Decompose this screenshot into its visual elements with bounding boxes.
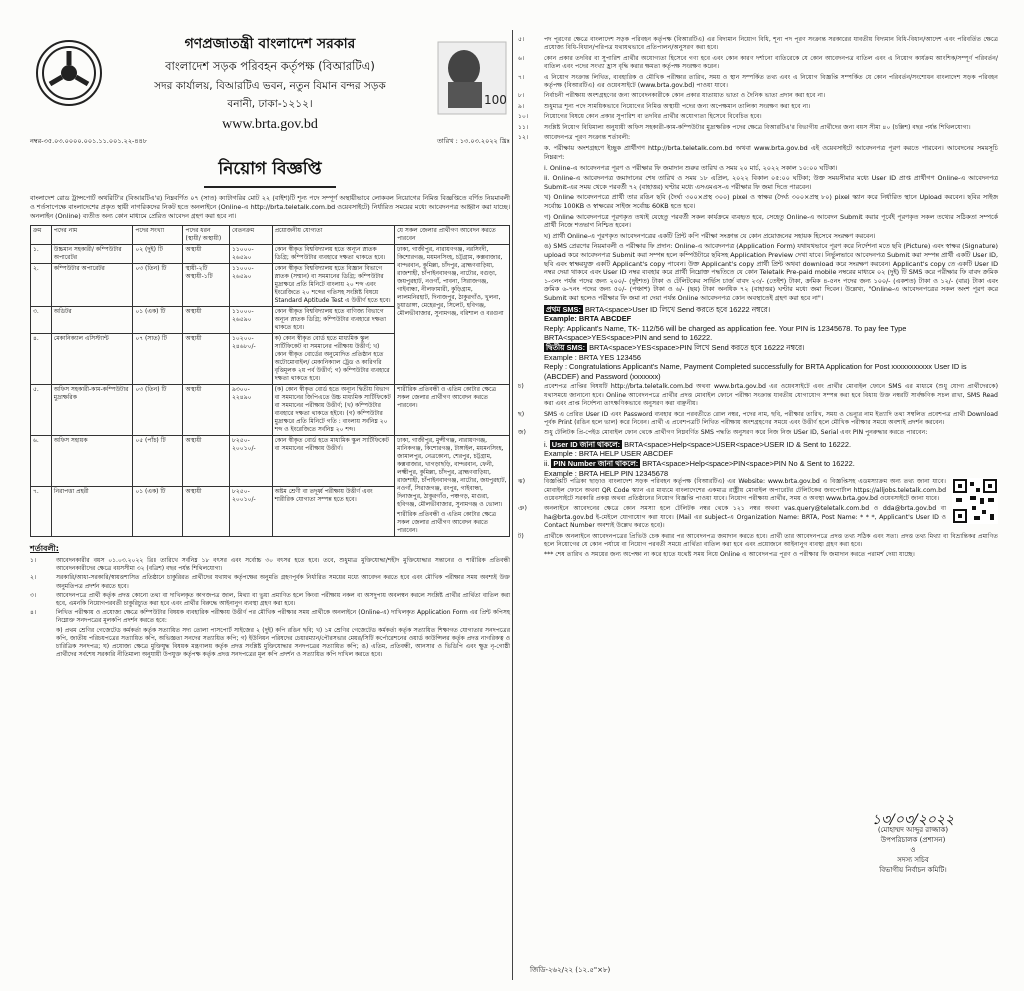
- condition-number: [30, 627, 56, 660]
- cell-type: অস্থায়ী: [183, 307, 230, 334]
- cell-scale: ১০২০০- ২৪৬৮০/-: [230, 334, 273, 385]
- recover-userid: i. User ID জানা থাকলে: BRTA<space>Help<space>USER<space>USER ID & Sent to 16222.: [544, 439, 852, 449]
- cell-post: অফিস সহকারী-কাম-কম্পিউটার মুদ্রাক্ষরিক: [51, 385, 133, 436]
- col-header: পদের নাম: [51, 226, 133, 245]
- condition-text: লিখিত পরীক্ষায় ও প্রযোজ্য ক্ষেত্রে কম্পিউটার বিষয়ক ব্যবহারিক পরীক্ষায় উত্তীর্ণ পর মৌখিক পরীক্ষার সময় প্রার্থীকে অনলাইনে (Online-এ) দাখিলকৃত Application Form এর প্রিন্ট কপিসহ নিম্নোক্ত সনদপত্রের মূলকপি প্রদর্শন করতে হবে:: [56, 609, 510, 625]
- cell-count: ০১ (এক) টি: [133, 486, 183, 537]
- condition-item: [30, 557, 510, 573]
- cell-scale: ১১০০০- ২৬৫৯০: [230, 245, 273, 264]
- government-name: গণপ্রজাতন্ত্রী বাংলাদেশ সরকার: [184, 36, 356, 52]
- mujib-100-logo-icon: [434, 38, 510, 118]
- online-photo-rule: খ) Online আবেদনপত্রে প্রার্থী তার রঙিন ছবি (দৈর্ঘ্য ৩০০×প্রস্থ ৩০০) pixel ও স্বাক্ষর (দৈর্ঘ্য ৩০০×প্রস্থ ৮০) pixel স্ক্যান করে নির্ধারিত স্থানে Upload করবেন। ছবির সাইজ সর্বোচ্চ 100KB ও স্বাক্ষরের সাইজ সর্বোচ্চ 60KB হতে হবে।: [544, 193, 998, 211]
- online-apply-a: ক. পরীক্ষায় অংশগ্রহণে ইচ্ছুক প্রার্থীগণ http://brta.teletalk.com.bd অথবা www.brta.gov.bd এই ওয়েবসাইটে আবেদনপত্র পূরণ করতে পারবেন। আবেদনের সময়সূচি নিম্নরূপ:: [544, 144, 998, 162]
- signatory-name: (মোহাম্মদ আব্দুর রাজ্জাক): [877, 826, 949, 834]
- qr-code-icon[interactable]: [952, 478, 998, 524]
- rule-text: শুধু টেলিটক প্রি-পেইড মোবাইল ফোন থেকে প্রার্থীগণ নিম্নবর্ণিত SMS পদ্ধতি অনুসরণ করে নিজ নিজ USer ID, Serial এবং PIN পুনরুদ্ধার করতে পারবেন:: [544, 429, 928, 437]
- col-header: ক্রম: [31, 226, 52, 245]
- sms-first-text: BRTA<space>User ID লিখে Send করতে হবে 16222 নম্বরে।: [585, 304, 771, 314]
- header: [30, 30, 510, 150]
- signatory-role: সদস্য সচিব: [897, 856, 929, 864]
- rule-item: [518, 478, 946, 503]
- cell-count: ০৫ (পাঁচ) টি: [133, 436, 183, 487]
- rule-text: প্রবেশপত্র প্রাপ্তির বিষয়টি http://brta.teletalk.com.bd অথবা www.brta.gov.bd এর ওয়েবসাইটে এবং প্রার্থীর মোবাইল ফোনে SMS এর মাধ্যমে (শুধু যোগ্য প্রার্থীদেরকে) যথাসময়ে জানানো হবে। Online আবেদনপত্রে প্রার্থীর প্রদত্ত মোবাইল ফোনে পরীক্ষা সংক্রান্ত যাবতীয় যোগাযোগ সম্পন্ন করা হবে বিধায় উক্ত নম্বরটি সার্বক্ষণিক সচল রাখা, SMS Read করা এবং প্রাপ্ত নির্দেশনা তাৎক্ষণিকভাবে অনুসরণ করা বাঞ্ছনীয়।: [544, 383, 998, 408]
- rule-number: ৮।: [518, 92, 525, 100]
- cell-qualification: (ক) কোন স্বীকৃত বোর্ড হতে অন্যূন দ্বিতীয় বিভাগ বা সমমানের জিপিএতে উচ্চ মাধ্যমিক সার্টিফিকেট বা সমমানের পরীক্ষায় উত্তীর্ণ; (খ) কম্পিউটার ব্যবহারে দক্ষতা থাকতে হইবে। (গ) কম্পিউটার মুদ্রাক্ষরে প্রতি মিনিটে গতি : বাংলায় সর্বনিম্ন ২০ শব্দ ও ইংরেজিতে সর্বনিম্ন ২০ শব্দ।: [272, 385, 395, 436]
- table-row: [31, 385, 510, 436]
- condition-text: সরকারি/আধা-সরকারি/স্বায়ত্তশাসিত প্রতিষ্ঠানে চাকুরিরত প্রার্থীদের যথাযথ কর্তৃপক্ষের অনুমতি গ্রহণপূর্বক নির্ধারিত সময়ের মধ্যে আবেদন করতে হবে এবং মৌখিক পরীক্ষার সময় অবশ্যই উক্ত অনুমতিপত্র প্রদর্শন করতে হবে।: [56, 574, 510, 590]
- condition-item: [30, 592, 510, 608]
- rule-text: শুধুমাত্র শূন্য পদে সাময়িকভাবে নিয়োগের নিমিত্ত অস্থায়ী পদের জন্য অপেক্ষমান তালিকা সংরক্ষণ করা হবে না।: [544, 102, 811, 110]
- cell-post: অডিটর: [51, 307, 133, 334]
- rule-text: পদ পূরণের ক্ষেত্রে বাংলাদেশ সড়ক পরিবহন কর্তৃপক্ষ (বিআরটিএ) এর বিদ্যমান নিয়োগ বিধি, শূন্য পদ পূরণ সংক্রান্ত সরকারের যাবতীয় বিদ্যমান বিধি-বিধান/আদেশ এবং পরিবর্তিত ক্ষেত্রে প্রযোজ্য বিধি-বিধান/পরিপত্র যথাযথভাবে প্রতিপালন/অনুসরণ করা হবে।: [544, 36, 998, 52]
- rule-text: এ নিয়োগ সংক্রান্ত লিখিত, ব্যবহারিক ও মৌখিক পরীক্ষার তারিখ, সময় ও স্থান সম্পর্কিত তথ্য এবং এ নিয়োগ বিজ্ঞপ্তি সম্পর্কিত যে কোন পরিবর্তন/সংশোধন বাংলাদেশ সড়ক পরিবহন কর্তৃপক্ষ (বিআরটিএ) এর ওয়েবসাইটে (www.brta.gov.bd) পাওয়া যাবে।: [544, 73, 998, 90]
- rule-item: [518, 134, 998, 142]
- online-accuracy-rule: গ) Online আবেদনপত্রে পূরণকৃত তথ্যই যেহেতু পরবর্তী সকল কার্যক্রমে ব্যবহৃত হবে, সেহেতু Online-এ আবেদন Submit করার পূর্বেই পূরণকৃত সকল তথ্যের সঠিকতা সম্পর্কে প্রার্থী নিজে শতভাগ নিশ্চিত হবেন।: [544, 212, 998, 230]
- col-header: প্রয়োজনীয় যোগ্যতা: [272, 226, 395, 245]
- recover-pin-example: Example : BRTA HELP PIN 12345678: [544, 468, 669, 478]
- rule-number: ৫।: [518, 36, 525, 43]
- cell-qualification: অষ্টম শ্রেণী বা তদূর্ধ্ব পরীক্ষায় উত্তীর্ণ এবং শারীরিক যোগ্যতা সম্পন্ন হতে হবে।: [272, 486, 395, 537]
- cell-post: নিরাপত্তা প্রহরী: [51, 486, 133, 537]
- sms-first: [544, 305, 998, 315]
- userid-text: BRTA<space>Help<space>USER<space>USER ID & Sent to 16222.: [624, 439, 852, 449]
- rule-text: অনলাইনে আবেদনের ক্ষেত্রে কোন সমস্যা হলে টেলিটক নম্বর থেকে ১২১ নম্বর অথবা vas.query@teletalk.com.bd ও dda@brta.gov.bd বা ha@brta.gov.bd ই-মেইলে যোগাযোগ করা যাবে। (Mail এর subject-এ Organization Name: BRTA, Post Name: * * *, Applicant's User ID ও Contact Number অবশ্যই উল্লেখ করতে হবে)।: [544, 505, 946, 530]
- sms-second-tag: দ্বিতীয় SMS:: [546, 342, 586, 352]
- rule-text: কোন প্রকার তদবির বা সুপারিশ প্রার্থীর অযোগ্যতা হিসেবে গণ্য হবে এবং কোন কারণ দর্শানো ব্যতিরেকে যে কোন আবেদনপত্র বাতিল এবং এ নিয়োগ কার্যক্রম আংশিক/সম্পূর্ণ পরিবর্তন/বাতিল এবং পদের সংখ্যা হ্রাস বৃদ্ধি করার ক্ষমতা কর্তৃপক্ষ সংরক্ষণ করেন।: [544, 54, 998, 71]
- recover-pin: ii. PIN Number জানা থাকলে: BRTA<space>Help<space>PIN<space>PIN No & Sent to 16222.: [544, 458, 855, 468]
- condition-number: ৪।: [30, 609, 37, 617]
- rule-number: ১১।: [518, 123, 529, 131]
- rule-number: ৯।: [518, 102, 525, 110]
- online-schedule-ii: ii. Online-এ আবেদনপত্র জমাদানের শেষ তারিখ ও সময় ১৮ এপ্রিল, ২০২২ বিকাল ০৫:০০ ঘটিকা; উক্ত সময়সীমার মধ্যে User ID প্রাপ্ত প্রার্থীগণ Online-এ আবেদনপত্র Submit-এর সময় থেকে পরবর্তী ৭২ (বাহাত্তর) ঘণ্টার মধ্যে এসএমএস-এ পরীক্ষার ফি জমা দিতে পারবেন।: [544, 174, 998, 191]
- rule-item: [518, 411, 998, 428]
- conditions-title: শর্তাবলী:: [30, 544, 59, 553]
- cell-type: অস্থায়ী: [183, 245, 230, 264]
- right-column: [518, 36, 998, 562]
- signature-mark: ১৩/০৩/২০২২: [871, 812, 955, 828]
- cell-post: উচ্চমান সহকারী/ কম্পিউটার অপারেটর: [51, 245, 133, 264]
- condition-number: ২।: [30, 574, 37, 582]
- cell-scale: ৮২৫০- ২০০১০/-: [230, 436, 273, 487]
- cell-type: অস্থায়ী: [183, 385, 230, 436]
- rule-text: SMS এ প্রেরিত User ID এবং Password ব্যবহার করে পরবর্তীতে রোল নম্বর, পদের নাম, ছবি, পরীক্ষার তারিখ, সময় ও ভেন্যুর নাম ইত্যাদি তথ্য সম্বলিত প্রবেশপত্র প্রার্থী Download পূর্বক Print (রঙিন হলে ভাল) করে নিবেন। প্রার্থী এ প্রবেশপত্রটি লিখিত পরীক্ষায় অংশগ্রহণের সময়ে এবং উত্তীর্ণ হলে মৌখিক পরীক্ষার সময়ে অবশ্যই প্রদর্শন করবেন।: [544, 410, 998, 426]
- cell-post: কম্পিউটার অপারেটর: [51, 264, 133, 307]
- condition-number: ৩।: [30, 591, 37, 599]
- column-divider: [512, 30, 513, 980]
- footer-code: জিডি-২৬২/২২ (১২.৫"×৮): [530, 966, 611, 974]
- cell-sl: ১.: [31, 245, 52, 264]
- office-address: সদর কার্যালয়, বিআরটিএ ভবন, নতুন বিমান বন্দর সড়ক: [154, 80, 386, 92]
- cell-scale: ১১০০০- ২৬৫৯০: [230, 307, 273, 334]
- cell-type: অস্থায়ী: [183, 486, 230, 537]
- intro-paragraph: বাংলাদেশ রোড ট্রান্সপোর্ট অথরিটি'র (বিআরটিএ'র) নিম্নবর্ণিত ০৭ (সাত) ক্যাটাগরির মোট ২২ (বাইশ)টি শূন্য পদে সম্পূর্ণ অস্থায়ীভাবে লোকবল নিয়োগের নিমিত্ত বিজ্ঞপ্তিতে বর্ণিত নিয়মাবলী ও শর্তসাপেক্ষে বাংলাদেশের প্রকৃত স্থায়ী নাগরিকদের নিকট হতে অনলাইনে (Online-এ http://brta.teletalk.com.bd ওয়েবসাইটে) নির্ধারিত সময়ের মধ্যে আবেদনপত্র আহ্বান করা যাচ্ছে। অনলাইন (Online) ব্যতীত অন্য কোন মাধ্যমে প্রেরিত আবেদন গ্রহণ করা হবে না।: [30, 194, 510, 220]
- rule-text: আবেদনপত্র পূরণ সংক্রান্ত শর্তাবলী:: [544, 134, 631, 142]
- rule-number: [518, 551, 544, 559]
- sms-second-reply: Reply : Congratulations Applicant's Name, Payment Completed successfully for BRTA Application for Post xxxxxxxxxxx User ID is (ABCDEF) and Password (xxxxxxx): [544, 362, 967, 381]
- rule-number: জ): [518, 429, 526, 437]
- authority-name: বাংলাদেশ সড়ক পরিবহন কর্তৃপক্ষ (বিআরটিএ): [165, 59, 375, 73]
- cell-scale: ৯৩০০- ২২৪৯০: [230, 385, 273, 436]
- condition-text: ক) প্রথম শ্রেণির গেজেটেড কর্মকর্তা কর্তৃক সত্যায়িত সদ্য তোলা পাসপোর্ট সাইজের ২ (দুই) কপি রঙিন ছবি; খ) ১ম শ্রেণির গেজেটেড কর্মকর্তা কর্তৃক সত্যায়িত শিক্ষাগত যোগ্যতার সনদপত্রের কপি, জাতীয় পরিচয়পত্রের সত্যায়িত কপি, অভিজ্ঞতা সনদের সত্যায়িত কপি; গ) ইউনিয়ন পরিষদের চেয়ারম্যান/পৌরসভার মেয়র/সিটি কর্পোরেশনের ওয়ার্ড কাউন্সিলর কর্তৃক প্রদত্ত নাগরিকত্ব ও চারিত্রিক সনদপত্র; ঘ) প্রযোজ্য ক্ষেত্রে মুক্তিযুদ্ধ বিষয়ক মন্ত্রণালয় কর্তৃক প্রদত্ত সংশ্লিষ্ট মুক্তিযোদ্ধার সনদপত্রের সত্যায়িত কপি; ঙ) এতিম, প্রতিবন্ধী, আনসার ও ভিডিপি এবং ক্ষুদ্র নৃ-গোষ্ঠী প্রার্থীদের সর্বশেষ সরকারি নীতিমালা অনুযায়ী উপযুক্ত কর্তৃপক্ষ কর্তৃক প্রদত্ত সনদপত্রের মূল কপি প্রদর্শন ও সত্যায়িত কপি দাখিল করতে হবে।: [56, 626, 510, 659]
- rule-item: [518, 92, 998, 100]
- rule-item: [518, 383, 998, 408]
- rule-number: ৬।: [518, 54, 525, 62]
- table-row: [31, 436, 510, 487]
- signatory-designation: উপপরিচালক (প্রশাসন): [880, 836, 946, 844]
- table-row: [31, 245, 510, 264]
- condition-item: [30, 574, 510, 590]
- rule-item: [518, 505, 946, 530]
- condition-number: ১।: [30, 557, 37, 564]
- cell-type: অস্থায়ী: [183, 436, 230, 487]
- cell-count: ০২ (দুই) টি: [133, 245, 183, 264]
- cell-count: ০৩ (তিন) টি: [133, 385, 183, 436]
- cell-qualification: কোন স্বীকৃত বিশ্ববিদ্যালয় হতে অন্যূন স্নাতক ডিগ্রি; কম্পিউটার ব্যবহারে দক্ষতা থাকতে হবে।: [272, 245, 395, 264]
- rule-item: [518, 124, 998, 132]
- cell-post: অফিস সহায়ক: [51, 436, 133, 487]
- pin-tag: PIN Number জানা থাকলে:: [553, 458, 639, 468]
- rule-item: [518, 103, 998, 111]
- rule-item: [518, 429, 998, 437]
- rule-text: সংশ্লিষ্ট নিয়োগ বিধিমালা অনুযায়ী অফিস সহকারী-কাম-কম্পিউটার মুদ্রাক্ষরিক পদের ক্ষেত্রে বিআরটিএ'র বিভাগীয় প্রার্থীদের জন্য বয়স সীমা ৪০ (চল্লিশ) বছর পর্যন্ত শিথিলযোগ্য।: [544, 123, 971, 131]
- online-print-rule: ঘ) প্রার্থী Online-এ পূরণকৃত আবেদনপত্রের একটি প্রিন্ট কপি পরীক্ষা সংক্রান্ত যে কোন প্রয়োজনের সহায়ক হিসেবে সংরক্ষণ করবেন।: [544, 231, 876, 240]
- cell-sl: ৫.: [31, 385, 52, 436]
- recover-userid-example: Example : BRTA HELP USER ABCDEF: [544, 449, 673, 459]
- rule-item: [518, 36, 998, 53]
- cell-type: অস্থায়ী: [183, 334, 230, 385]
- cell-sl: ৩.: [31, 307, 52, 334]
- notice-title: নিয়োগ বিজ্ঞপ্তি: [204, 154, 335, 188]
- cell-count: ০৭ (সাত) টি: [133, 334, 183, 385]
- notice-date: তারিখ : ১৩.০৩.২০২২ খ্রিঃ: [437, 137, 510, 145]
- rule-number: ১০।: [518, 113, 529, 121]
- rule-number: ঝ): [518, 478, 526, 486]
- website-text: www.brta.gov.bd: [222, 117, 318, 132]
- cell-scale: ৮২৫০- ২০০১০/-: [230, 486, 273, 537]
- memo-number: নম্বর-৩৫.০৩.০০০০.০০১.১১.০০১.২২-৪৪৮: [30, 137, 148, 145]
- cell-scale: ১১০০০- ২৬৫৯০: [230, 264, 273, 307]
- cell-qualification: ক) কোন স্বীকৃত বোর্ড হতে মাধ্যমিক স্কুল সার্টিফিকেট বা সমমানের পরীক্ষায় উত্তীর্ণ; খ) কোন স্বীকৃত বোর্ডের অনুমোদিত প্রতিষ্ঠান হতে অটোমোবাইল/ মেকানিক্যাল ট্রেড ও কারিগরি বৃত্তিমূলক ২য় পর্ব উত্তীর্ণ; গ) কম্পিউটার ব্যবহারে দক্ষতা থাকতে হবে।: [272, 334, 395, 385]
- rule-item: [518, 55, 998, 72]
- col-header: যে সকল জেলার প্রার্থীগণ আবেদন করতে পারবেন: [395, 226, 510, 245]
- condition-item: [30, 609, 510, 625]
- col-header: বেতনক্রম: [230, 226, 273, 245]
- cell-count: ০৩ (তিন) টি: [133, 264, 183, 307]
- jobs-table: [30, 225, 510, 537]
- rule-text: বিজ্ঞপ্তিটি পত্রিকা ছাড়াও বাংলাদেশ সড়ক পরিবহন কর্তৃপক্ষ (বিআরটিএ) এর Website: www.brta.gov.bd এ বিজ্ঞপ্তিসহ এডমস্যাক্রম অন্য তথ্য জানা যাবে। মোবাইল ফোনে অথবা QR Code স্ক্যান এর মাধ্যমে বাংলাদেশের একমাত্র রাষ্ট্রীয় মোবাইল অপারেটর টেলিটকের জবপোর্টাল https://alljobs.teletalk.com.bd ওয়েবসাইটে সরকারি প্রকল্প অথবা প্রতিষ্ঠানের নিয়োগ বিজ্ঞপ্তি পাওয়া যাবে। নিয়োগ পরীক্ষায় প্রার্থীর, সময় ও অবস্থা www.brta.gov.bd ওয়েবসাইটে জানা যাবে।: [544, 478, 946, 502]
- condition-text: আবেদনপত্রে প্রার্থী কর্তৃক প্রদত্ত কোনো তথ্য বা দাখিলকৃত কাগজপত্র জাল, মিথ্যা বা ভুয়া প্রমাণিত হলে কিংবা পরীক্ষায় নকল বা অসদুপায় অবলম্বন করলে সংশ্লিষ্ট প্রার্থীর প্রার্থিতা বাতিল করা হবে, এমনকি নিয়োগপরবর্তী চাকুরিচ্যুত করা হবে এবং প্রার্থীর বিরুদ্ধে আইনানুগ ব্যবস্থা গ্রহণ করা হবে।: [56, 591, 510, 608]
- svg-text:100: 100: [484, 93, 507, 107]
- rule-number: ১২।: [518, 134, 529, 142]
- cell-sl: ৬.: [31, 436, 52, 487]
- brta-logo-icon: [36, 40, 102, 106]
- userid-tag: User ID জানা থাকলে:: [551, 439, 621, 449]
- rule-number: ঞ): [518, 505, 527, 513]
- cell-count: ০১ (এক) টি: [133, 307, 183, 334]
- condition-item: [30, 627, 510, 660]
- signatory-committee: বিভাগীয় নির্বাচন কমিটি।: [879, 866, 947, 874]
- cell-sl: ২.: [31, 264, 52, 307]
- condition-text: আবেদনকারীর বয়স ০১.০৩.২০২২ খ্রিঃ তারিখে সর্বনিম্ন ১৮ বৎসর এবং সর্বোচ্চ ৩০ বৎসর হতে হবে। তবে, শুধুমাত্র মুক্তিযোদ্ধা/শহীদ মুক্তিযোদ্ধার সন্তানের ও শারীরিক প্রতিবন্ধী আবেদনকারীদের ক্ষেত্রে বয়সসীমা ৩২ (বত্রিশ) বছর পর্যন্ত শিথিলযোগ্য।: [56, 557, 510, 573]
- cell-districts: [395, 436, 510, 537]
- rule-number: চ): [518, 383, 524, 391]
- rule-item: [518, 551, 998, 559]
- sms-fee-rules: ঙ) SMS প্রেরণের নিয়মাবলী ও পরীক্ষার ফি প্রদান: Online-এ আবেদনপত্র (Application Form) যথাযথভাবে পূরণ করে নির্দেশনা মতে ছবি (Picture) এবং স্বাক্ষর (Signature) upload করে আবেদনপত্র Submit করা সম্পন্ন হলে কম্পিউটারে ছবিসহ Application Preview দেখা যাবে। নির্ভুলভাবে আবেদনপত্র Submit করা সম্পন্ন প্রার্থী একটি User ID, ছবি এবং স্বাক্ষরযুক্ত একটি Applicant's copy পাবেন। উক্ত Applicant's copy প্রার্থী প্রিন্ট অথবা download করে সংরক্ষণ করবেন। Applicant's copy তে একটি User ID নম্বর দেয়া থাকবে এবং User ID নম্বর ব্যবহার করে প্রার্থী নিম্নোক্ত পদ্ধতিতে যে কোন Teletalk Pre-paid mobile নম্বরের মাধ্যমে ০২ (দুই) টি SMS করে পরীক্ষার ফি বাবদ ক্রমিক ১-৩নং পর্যন্ত পদের জন্য ২০০/- (দুইশত) টাকা ও টেলিটকের সার্ভিস চার্জ বাবদ ২৩/- (তেইশ) টাকা, ক্রমিক ৪-৫নং পদের জন্য ১০০/- (একশত) টাকা ও ১২/- (বার) টাকা এবং ক্রমিক ৬-৭নং পদের জন্য ৫০/- (পঞ্চাশ) টাকা ও ৬/- (ছয়) টাকা অনধিক ৭২ (বাহাত্তর) ঘণ্টার মধ্যে জমা দিবেন। উল্লেখ্য, "Online-এ আবেদনপত্রের সকল অংশ পূরণ করে Submit করা হলেও পরীক্ষার ফি জমা না দেয়া পর্যন্ত Online আবেদনপত্র কোন অবস্থাতেই গ্রহণ করা হবে না"।: [544, 242, 998, 302]
- sms-second-text: BRTA<space>YES<space>PIN লিখে Send করতে হবে 16222 নম্বরে।: [589, 342, 805, 352]
- cell-type: স্থায়ী-২টি অস্থায়ী-১টি: [183, 264, 230, 307]
- sms-first-example: Example: BRTA ABCDEF: [544, 314, 632, 324]
- districts-list: ঢাকা, গাজীপুর, মুন্সীগঞ্জ, নারায়ণগঞ্জ, মানিকগঞ্জ, কিশোরগঞ্জ, টাঙ্গাইল, ময়মনসিংহ, জামালপুর, নেত্রকোনা, শেরপুর, চট্টগ্রাম, কক্সবাজার, খাগড়াছড়ি, বান্দরবান, ফেনী, লক্ষ্মীপুর, কুমিল্লা, চাঁদপুর, ব্রাহ্মণবাড়িয়া, রাজশাহী, চাঁপাইনবাবগঞ্জ, নাটোর, জয়পুরহাট, নওগাঁ, সিরাজগঞ্জ, রংপুর, গাইবান্ধা, দিনাজপুর, ঠাকুরগাঁও, পঞ্চগড়, মাগুরা, হবিগঞ্জ, মৌলভীবাজার, সুনামগঞ্জ ও ভোলা।: [397, 437, 507, 508]
- cell-qualification: কোন স্বীকৃত বিশ্ববিদ্যালয় হতে বিজ্ঞান বিভাগে স্নাতক (সম্মান) বা সমমানের ডিগ্রি; কম্পিউটার মুদ্রাক্ষরে প্রতি মিনিটে বাংলায় ২০ শব্দ এবং ইংরেজিতে ২০ শব্দের গতিসহ সংশ্লিষ্ট বিষয়ে Standard Aptitude Test এ উত্তীর্ণ হতে হবে।: [272, 264, 395, 307]
- cell-sl: ৪.: [31, 334, 52, 385]
- signatory-and: ও: [910, 846, 916, 854]
- rule-item: [518, 533, 998, 550]
- office-city: বনানী, ঢাকা-১২১২।: [227, 98, 313, 110]
- cell-sl: ৭.: [31, 486, 52, 537]
- left-column: [30, 30, 510, 659]
- rule-number: ট): [518, 532, 524, 540]
- cell-districts: ঢাকা, গাজীপুর, নারায়ণগঞ্জ, নরসিংদী, কিশোরগঞ্জ, ময়মনসিংহ, চট্টগ্রাম, কক্সবাজার, বান্দরবান, কুমিল্লা, চাঁদপুর, ব্রাহ্মণবাড়িয়া, রাজশাহী, চাঁপাইনবাবগঞ্জ, নাটোর, বগুড়া, জয়পুরহাট, নওগাঁ, পাবনা, সিরাজগঞ্জ, গাইবান্ধা, নীলফামারী, কুড়িগ্রাম, লালমনিরহাট, দিনাজপুর, ঠাকুরগাঁও, খুলনা, চুয়াডাঙ্গা, মেহেরপুর, সিলেট, হবিগঞ্জ, মৌলভীবাজার, সুনামগঞ্জ, বরিশাল ও বরগুনা: [395, 245, 510, 385]
- rule-number: ছ): [518, 410, 525, 418]
- sms-second: [544, 343, 998, 353]
- sms-second-example: Example : BRTA YES 123456: [544, 352, 641, 362]
- rule-text: নিয়োগের বিষয়ে কোন প্রকার সুপারিশ বা তদবির প্রার্থীর অযোগ্যতা হিসেবে বিবেচিত হবে।: [544, 113, 762, 121]
- cell-post: মেকানিক্যাল এসিস্ট্যান্ট: [51, 334, 133, 385]
- rule-item: [518, 113, 998, 121]
- col-header: পদের সংখ্যা: [133, 226, 183, 245]
- quota-note: শারীরিক প্রতিবন্ধী ও এতিম কোটার ক্ষেত্রে সকল জেলার প্রার্থীগণ আবেদন করতে পারবেন।: [397, 511, 496, 534]
- table-header-row: [31, 226, 510, 245]
- sms-first-tag: প্রথম SMS:: [546, 304, 581, 314]
- signature-block: [838, 812, 988, 875]
- rule-item: [518, 74, 998, 91]
- pin-text: BRTA<space>Help<space>PIN<space>PIN No & Sent to 16222.: [642, 458, 855, 468]
- rule-number: ৭।: [518, 73, 525, 81]
- rule-text: *** শেষ তারিখ ও সময়ের জন্য অপেক্ষা না করে হাতে যথেষ্ট সময় নিয়ে Online এ আবেদনপত্র পূরণ ও পরীক্ষার ফি জমাদান করতে পরামর্শ দেয়া যাচ্ছে।: [544, 551, 915, 559]
- rule-text: নির্বাচনী পরীক্ষায় অংশগ্রহণের জন্য আবেদনকারীকে কোন প্রকার যাতায়াত ভাতা ও দৈনিক ভাতা প্রদান করা হবে না।: [544, 92, 826, 100]
- sms-first-reply: Reply: Applicant's Name, TK- 112/56 will be charged as application fee. Your PIN is 12345678. To pay fee Type BRTA<space>YES<space>PIN and send to 16222.: [544, 323, 907, 343]
- online-schedule-i: i. Online-এ আবেদনপত্র পূরণ ও পরীক্ষার ফি জমাদান শুরুর তারিখ ও সময় ২০ মার্চ, ২০২২ সকাল ১০:০০ ঘটিকা।: [544, 163, 838, 172]
- cell-districts: শারীরিক প্রতিবন্ধী ও এতিম কোটার ক্ষেত্রে সকল জেলার প্রার্থীগণ আবেদন করতে পারবেন।: [395, 385, 510, 436]
- cell-qualification: কোন স্বীকৃত বিশ্ববিদ্যালয় হতে বাণিজ্য বিভাগে অন্যূন স্নাতক ডিগ্রি; কম্পিউটার ব্যবহারে দক্ষতা থাকতে হবে।: [272, 307, 395, 334]
- cell-qualification: কোন স্বীকৃত বোর্ড হতে মাধ্যমিক স্কুল সার্টিফিকেট বা সমমানের পরীক্ষায় উত্তীর্ণ।: [272, 436, 395, 487]
- col-header: পদের ধরন (স্থায়ী/ অস্থায়ী): [183, 226, 230, 245]
- rule-text: প্রার্থীকে অনলাইনে আবেদনপত্রের প্রিভিউ চেক করার পর আবেদনপত্র জমাদান করতে হবে। প্রার্থী তার আবেদনপত্রে প্রদত্ত তথ্য সঠিক এবং সত্য। প্রদত্ত তথ্য মিথ্যা বা বিভ্রান্তিকর প্রমাণিত হলে নিয়োগের যে কোন পর্যায়ে বা নিয়োগ পরবর্তী সময়ে প্রার্থিতা বাতিল করা হবে এবং প্রয়োজনে আইনানুগ ব্যবস্থা গ্রহণ করা হবে।: [544, 532, 998, 548]
